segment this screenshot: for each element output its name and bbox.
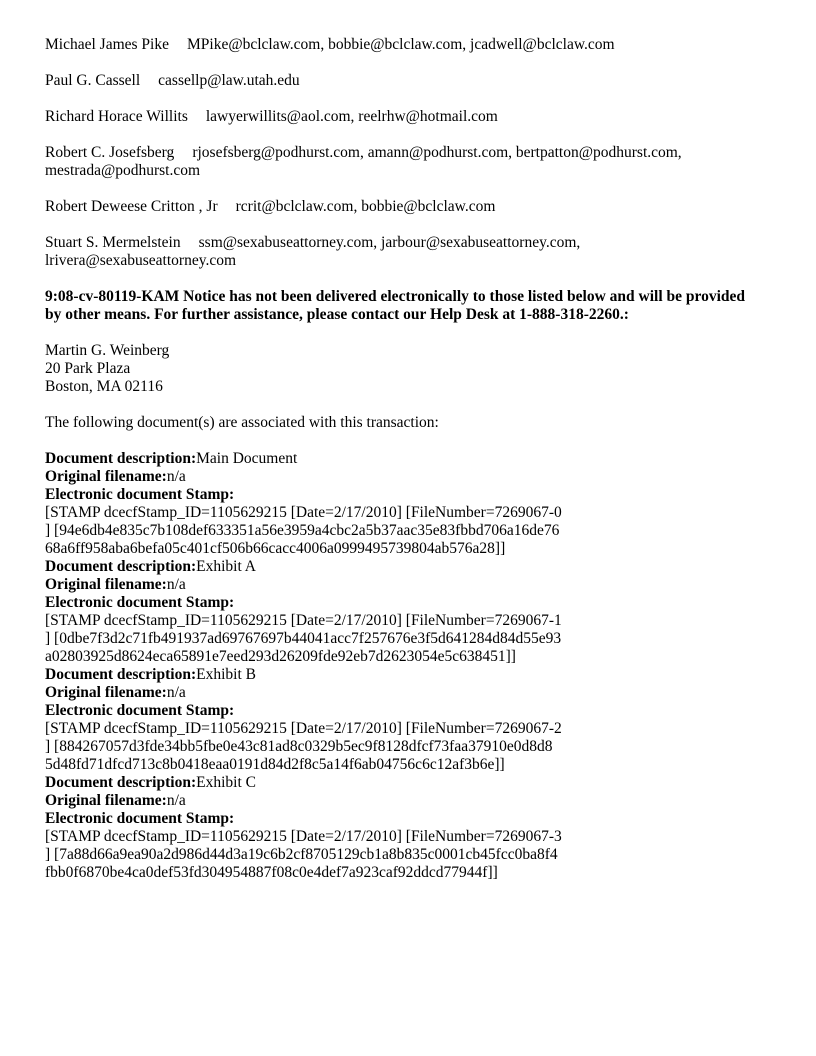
document-entry [45, 450, 785, 558]
document-entry [45, 774, 785, 882]
recipient-entry [45, 234, 785, 270]
document-filename: n/a [166, 684, 186, 701]
recipient-entry [45, 198, 785, 216]
address-street: 20 Park Plaza [45, 360, 131, 377]
delivery-notice-line: by other means. For further assistance, please contact our Help Desk at 1-888-318-2260.: [45, 306, 629, 323]
stamp-label: Electronic document Stamp: [45, 810, 235, 827]
document-list [45, 450, 785, 882]
recipient-emails: lawyerwillits@aol.com, reelrhw@hotmail.com [205, 108, 498, 125]
description-label: Document description: [45, 558, 197, 575]
document-filename: n/a [166, 792, 186, 809]
delivery-notice-line: 9:08-cv-80119-KAM Notice has not been delivered electronically to those listed below and will be provided [45, 288, 746, 305]
address-name: Martin G. Weinberg [45, 342, 170, 359]
description-label: Document description: [45, 450, 197, 467]
filename-label: Original filename: [45, 576, 167, 593]
recipient-emails-continued: lrivera@sexabuseattorney.com [45, 252, 237, 269]
document-stamp: [STAMP dcecfStamp_ID=1105629215 [Date=2/17/2010] [FileNumber=7269067-2 ] [884267057d3fde34bb5fbe0e43c81ad8c0329b5ec9f8128dfcf73faa37910e0d8d8 5d48fd71dfcd713c8b0418eaa0191d84d2f8c5a14f6ab04756c6c12af3b6e]] [45, 720, 562, 773]
document-description: Exhibit B [196, 666, 256, 683]
recipient-name: Stuart S. Mermelstein [45, 234, 181, 251]
recipient-emails: ssm@sexabuseattorney.com, jarbour@sexabuseattorney.com, [198, 234, 581, 251]
recipient-entry [45, 144, 785, 180]
recipient-emails: rjosefsberg@podhurst.com, amann@podhurst.com, bertpatton@podhurst.com, [192, 144, 682, 161]
recipient-name: Robert Deweese Critton , Jr [45, 198, 218, 215]
stamp-label: Electronic document Stamp: [45, 486, 235, 503]
recipient-entry [45, 108, 785, 126]
document-filename: n/a [166, 576, 186, 593]
document-stamp: [STAMP dcecfStamp_ID=1105629215 [Date=2/17/2010] [FileNumber=7269067-0 ] [94e6db4e835c7b108def633351a56e3959a4cbc2a5b37aac35e83fbbd706a16de76 68a6ff958aba6befa05c401cf506b66cacc4006a0999495739804ab576a28]] [45, 504, 562, 557]
recipient-name: Richard Horace Willits [45, 108, 188, 125]
document-description: Exhibit C [196, 774, 256, 791]
document-stamp: [STAMP dcecfStamp_ID=1105629215 [Date=2/17/2010] [FileNumber=7269067-1 ] [0dbe7f3d2c71fb491937ad69767697b44041acc7f257676e3f5d641284d84d55e93 a02803925d8624eca65891e7eed293d26209fde92eb7d2623054e5c638451]] [45, 612, 562, 665]
filename-label: Original filename: [45, 792, 167, 809]
recipient-emails: MPike@bclclaw.com, bobbie@bclclaw.com, jcadwell@bclclaw.com [186, 36, 615, 53]
associated-documents-heading: The following document(s) are associated with this transaction: [45, 414, 439, 431]
document-description: Main Document [196, 450, 298, 467]
document-entry [45, 666, 785, 774]
delivery-notice [45, 288, 785, 324]
recipient-emails: cassellp@law.utah.edu [158, 72, 300, 89]
document-stamp: [STAMP dcecfStamp_ID=1105629215 [Date=2/17/2010] [FileNumber=7269067-3 ] [7a88d66a9ea90a2d986d44d3a19c6b2cf8705129cb1a8b835c0001cb45fcc0ba8f4 fbb0f6870be4ca0def53fd304954887f08c0e4def7a923caf92ddcd77944f]] [45, 828, 562, 881]
mailing-address [45, 342, 785, 396]
address-city: Boston, MA 02116 [45, 378, 163, 395]
recipient-emails-continued: mestrada@podhurst.com [45, 162, 201, 179]
stamp-label: Electronic document Stamp: [45, 594, 235, 611]
description-label: Document description: [45, 666, 197, 683]
recipient-entry [45, 72, 785, 90]
description-label: Document description: [45, 774, 197, 791]
document-entry [45, 558, 785, 666]
filename-label: Original filename: [45, 468, 167, 485]
recipient-name: Paul G. Cassell [45, 72, 141, 89]
recipient-emails: rcrit@bclclaw.com, bobbie@bclclaw.com [235, 198, 496, 215]
notice-page [45, 36, 785, 882]
stamp-label: Electronic document Stamp: [45, 702, 235, 719]
filename-label: Original filename: [45, 684, 167, 701]
document-description: Exhibit A [196, 558, 256, 575]
recipient-name: Michael James Pike [45, 36, 169, 53]
document-filename: n/a [166, 468, 186, 485]
recipient-name: Robert C. Josefsberg [45, 144, 175, 161]
recipient-entry [45, 36, 785, 54]
